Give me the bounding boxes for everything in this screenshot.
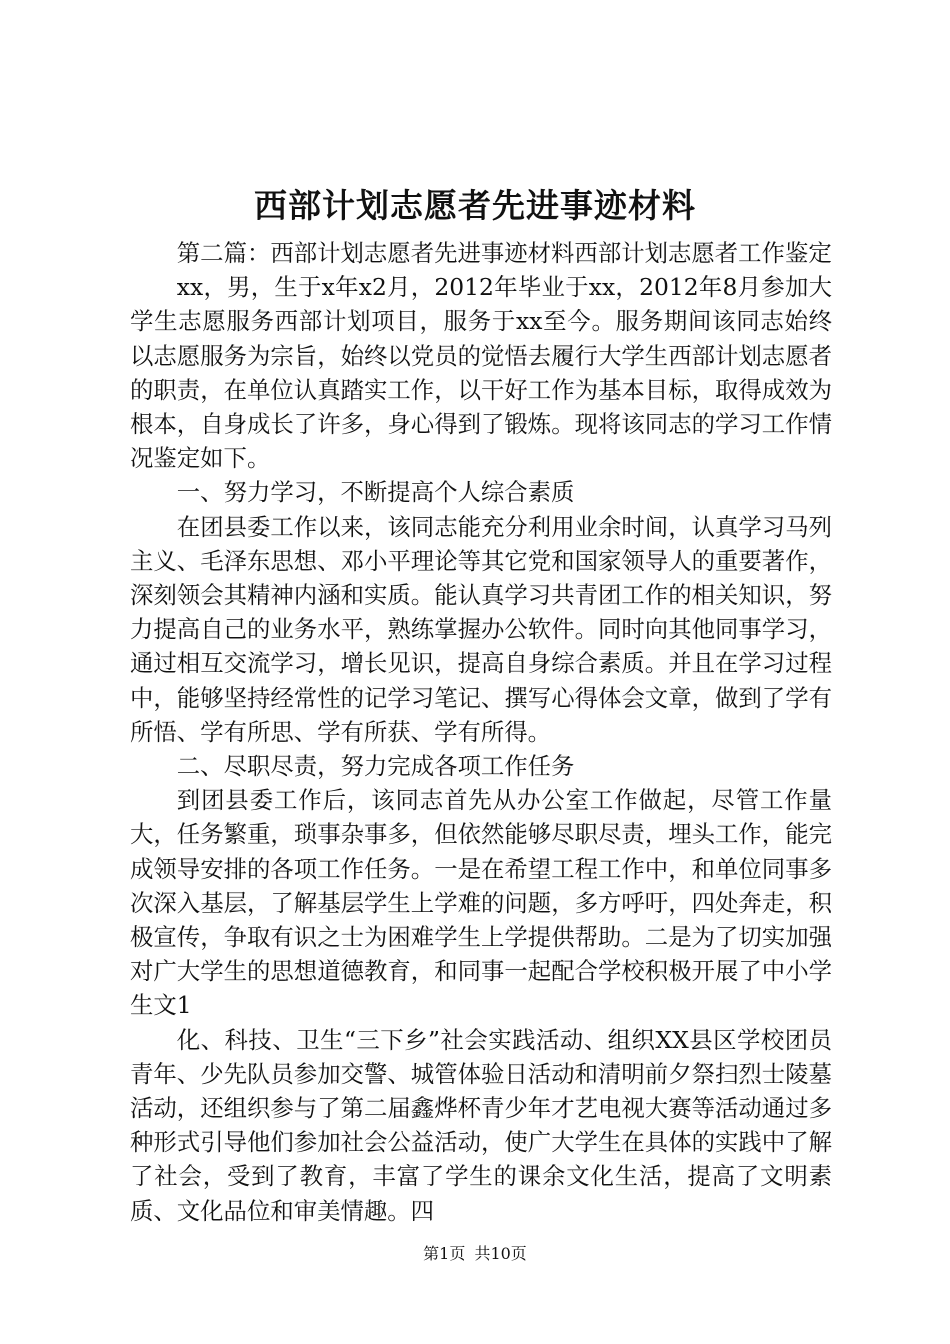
document-title: 西部计划志愿者先进事迹材料: [254, 186, 696, 225]
paragraph: 化、科技、卫生“三下乡”社会实践活动、组织XX县区学校团员青年、少先队员参加交警、城管体验日活动和清明前夕祭扫烈士陵墓活动，还组织参与了第二届鑫烨杯青少年才艺电视大赛等活动通过多种形式引导他们参加社会公益活动，使广大学生在具体的实践中了解了社会，受到了教育，丰富了学生的课余文化生活，提高了文明素质、文化品位和审美情趣。四: [130, 1025, 832, 1225]
paragraph: 在团县委工作以来，该同志能充分利用业余时间，认真学习马列主义、毛泽东思想、邓小平理论等其它党和国家领导人的重要著作，深刻领会其精神内涵和实质。能认真学习共青团工作的相关知识，努力提高自己的业务水平，熟练掌握办公软件。同时向其他同事学习，通过相互交流学习，增长见识，提高自身综合素质。并且在学习过程中，能够坚持经常性的记学习笔记、撰写心得体会文章，做到了学有所悟、学有所思、学有所获、学有所得。: [130, 512, 832, 746]
section-heading: 一、努力学习，不断提高个人综合素质: [176, 478, 575, 507]
paragraph: xx，男，生于x年x2月，2012年毕业于xx，2012年8月参加大学生志愿服务西部计划项目，服务于xx至今。服务期间该同志始终以志愿服务为宗旨，始终以党员的觉悟去履行大学生西部计划志愿者的职责，在单位认真踏实工作，以干好工作为基本目标，取得成效为根本，自身成长了许多，身心得到了锻炼。现将该同志的学习工作情况鉴定如下。: [130, 273, 832, 473]
paragraph: 到团县委工作后，该同志首先从办公室工作做起，尽管工作量大，任务繁重，琐事杂事多，但依然能够尽职尽责，埋头工作，能完成领导安排的各项工作任务。一是在希望工程工作中，和单位同事多次深入基层，了解基层学生上学难的问题，多方呼吁，四处奔走，积极宣传，争取有识之士为困难学生上学提供帮助。二是为了切实加强对广大学生的思想道德教育，和同事一起配合学校积极开展了中小学生文1: [130, 786, 832, 1020]
paragraph: 第二篇：西部计划志愿者先进事迹材料西部计划志愿者工作鉴定: [176, 239, 832, 267]
document-body: [130, 236, 832, 1228]
section-heading: 二、尽职尽责，努力完成各项工作任务: [176, 752, 575, 781]
page-number: 第1页 共10页: [423, 1244, 527, 1263]
